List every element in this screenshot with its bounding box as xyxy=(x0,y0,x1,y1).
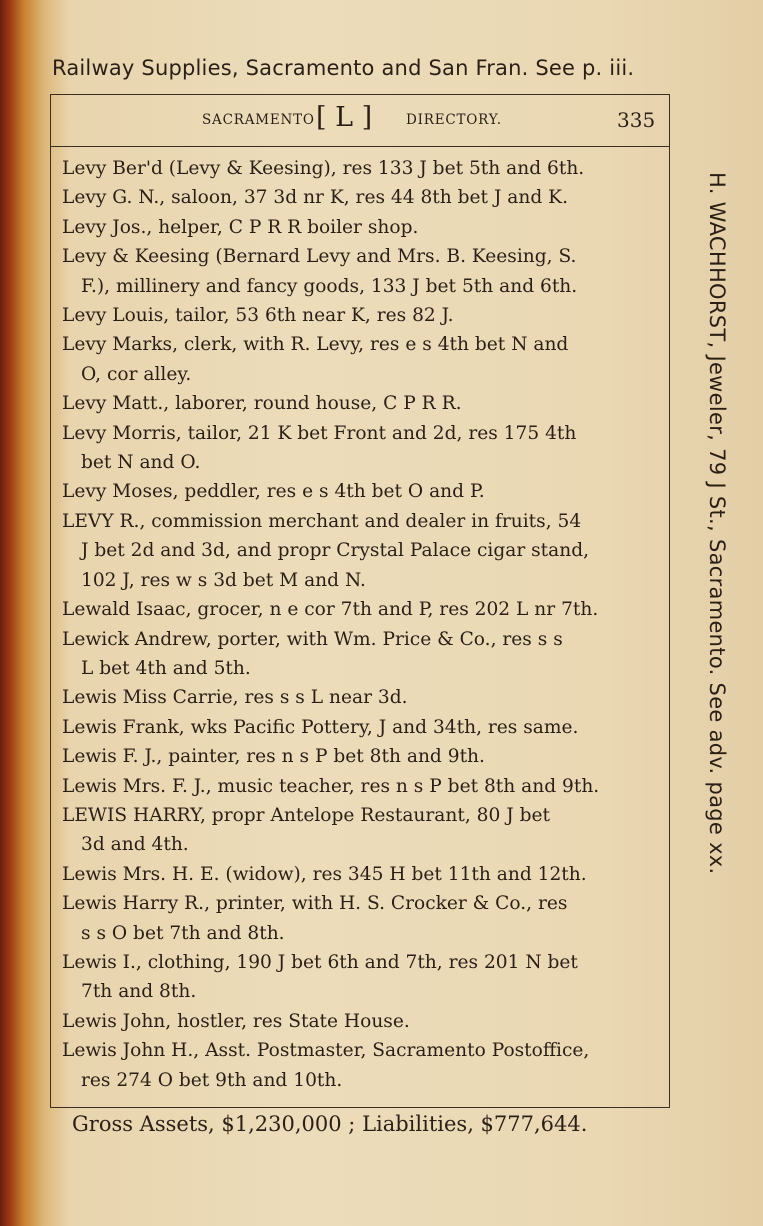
directory-entry xyxy=(62,683,658,712)
directory-entry xyxy=(62,595,658,624)
header-rule xyxy=(50,146,670,147)
entry-continuation-line: 102 J, res w s 3d bet M and N. xyxy=(81,569,366,591)
entry-line: Lewis John, hostler, res State House. xyxy=(62,1010,410,1032)
entry-line: Levy Morris, tailor, 21 K bet Front and 2d, res 175 4th xyxy=(62,422,577,444)
entry-continuation-line: O, cor alley. xyxy=(81,363,192,385)
entry-line: Lewis John H., Asst. Postmaster, Sacramento Postoffice, xyxy=(62,1040,590,1062)
entry-continuation-line: J bet 2d and 3d, and propr Crystal Palace cigar stand, xyxy=(81,540,590,562)
directory-entry xyxy=(62,183,658,212)
entry-line: Levy Marks, clerk, with R. Levy, res e s 4th bet N and xyxy=(62,334,569,356)
entry-line: Lewis Frank, wks Pacific Pottery, J and 34th, res same. xyxy=(62,716,579,738)
directory-entry xyxy=(62,742,658,771)
directory-entry xyxy=(62,301,658,330)
directory-entry xyxy=(62,330,658,389)
running-head-left: SACRAMENTO xyxy=(202,112,315,128)
entry-continuation-line: 3d and 4th. xyxy=(81,834,189,856)
entry-line: Levy G. N., saloon, 37 3d nr K, res 44 8th bet J and K. xyxy=(62,187,568,209)
directory-entry xyxy=(62,625,658,684)
entry-line: Lewis I., clothing, 190 J bet 6th and 7th, res 201 N bet xyxy=(62,951,578,973)
directory-entry xyxy=(62,242,658,301)
entry-continuation-line: F.), millinery and fancy goods, 133 J bet 5th and 6th. xyxy=(81,275,578,297)
page-number: 335 xyxy=(617,108,656,132)
directory-entry xyxy=(62,948,658,1007)
entry-line: Lewis Miss Carrie, res s s L near 3d. xyxy=(62,687,408,709)
entry-line: Lewis Mrs. H. E. (widow), res 345 H bet 11th and 12th. xyxy=(62,863,587,885)
side-advertisement: H. WACHHORST, Jeweler, 79 J St., Sacramento. See adv. page xx. xyxy=(705,172,729,875)
directory-entry xyxy=(62,389,658,418)
entry-continuation-line: s s O bet 7th and 8th. xyxy=(81,922,285,944)
entry-line: Levy & Keesing (Bernard Levy and Mrs. B. Keesing, S. xyxy=(62,246,577,268)
entry-line: Lewick Andrew, porter, with Wm. Price & Co., res s s xyxy=(62,628,563,650)
directory-entry xyxy=(62,801,658,860)
entry-continuation-line: L bet 4th and 5th. xyxy=(81,657,251,679)
entry-line: Lewis F. J., painter, res n s P bet 8th and 9th. xyxy=(62,746,485,768)
entry-line: Lewis Mrs. F. J., music teacher, res n s P bet 8th and 9th. xyxy=(62,775,600,797)
entry-continuation-line: res 274 O bet 9th and 10th. xyxy=(81,1069,343,1091)
entry-line: Lewis Harry R., printer, with H. S. Crocker & Co., res xyxy=(62,893,568,915)
directory-entry xyxy=(62,860,658,889)
entry-line: Levy Louis, tailor, 53 6th near K, res 82 J. xyxy=(62,305,454,327)
entry-line: Levy Ber'd (Levy & Keesing), res 133 J bet 5th and 6th. xyxy=(62,158,585,179)
section-letter: [ L ] xyxy=(316,102,373,133)
entry-line: Levy Jos., helper, C P R R boiler shop. xyxy=(62,216,419,238)
entry-line: Levy Moses, peddler, res e s 4th bet O and P. xyxy=(62,481,485,503)
entry-continuation-line: bet N and O. xyxy=(81,452,201,474)
directory-entry xyxy=(62,713,658,742)
directory-entry xyxy=(62,507,658,595)
entry-line: Levy Matt., laborer, round house, C P R R. xyxy=(62,393,462,415)
directory-entry xyxy=(62,154,658,183)
entry-line: Lewald Isaac, grocer, n e cor 7th and P, res 202 L nr 7th. xyxy=(62,599,599,621)
directory-entry xyxy=(62,477,658,506)
directory-entry xyxy=(62,772,658,801)
bottom-advertisement: Gross Assets, $1,230,000 ; Liabilities, $777,644. xyxy=(72,1112,588,1136)
running-head-right: DIRECTORY. xyxy=(406,112,502,128)
directory-entry xyxy=(62,889,658,948)
entry-line: LEVY R., commission merchant and dealer in fruits, 54 xyxy=(62,510,582,532)
top-advertisement: Railway Supplies, Sacramento and San Fran. See p. iii. xyxy=(52,56,635,80)
entry-line: LEWIS HARRY, propr Antelope Restaurant, 80 J bet xyxy=(62,804,550,826)
directory-entry xyxy=(62,213,658,242)
directory-entry xyxy=(62,1036,658,1095)
directory-entries xyxy=(62,154,658,1095)
directory-entry xyxy=(62,1007,658,1036)
entry-continuation-line: 7th and 8th. xyxy=(81,981,197,1003)
directory-entry xyxy=(62,419,658,478)
running-head xyxy=(50,104,670,140)
